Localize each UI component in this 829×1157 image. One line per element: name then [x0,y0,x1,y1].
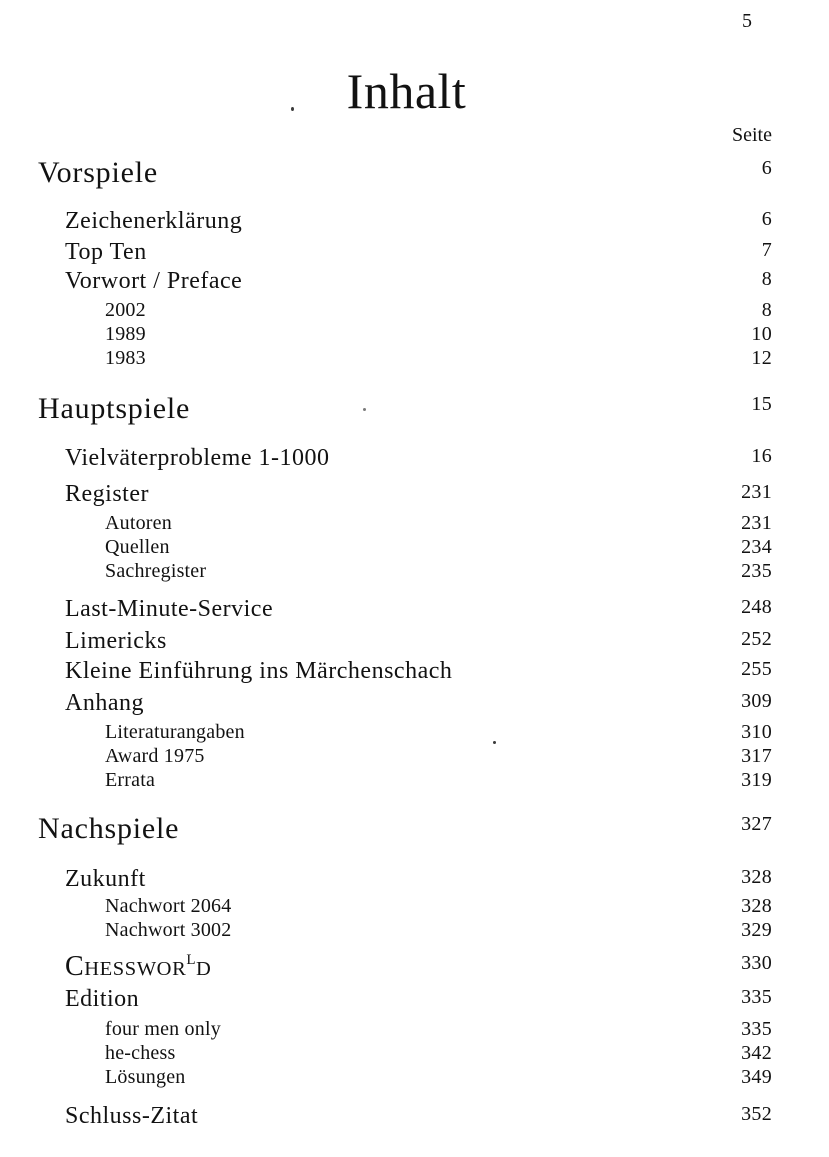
toc-entry-page: 8 [761,299,772,321]
toc-entry-label: Nachwort 3002 [105,919,232,941]
page-folio-number: 5 [742,10,752,32]
toc-entry-label: Vorspiele [38,156,158,189]
toc-entry-label: 1989 [105,323,146,345]
toc-entry-label: 1983 [105,347,146,369]
toc-entry-page: 328 [741,866,772,888]
toc-entry-page: 342 [741,1042,772,1064]
toc-entry-label: Zeichenerklärung [65,208,243,234]
toc-entry-page: 16 [751,445,772,467]
toc-entry-page: 310 [741,721,772,743]
toc-entry-page: 231 [741,512,772,534]
toc-row-vorspiele [38,158,772,188]
toc-row-edition [65,987,772,1011]
toc-entry-label: 2002 [105,299,146,321]
toc-row-nachwort-3002 [105,920,772,940]
toc-entry-label: Zukunft [65,866,146,892]
toc-entry-label: Vielväterprobleme 1-1000 [65,445,330,471]
toc-row-sachregister [105,561,772,581]
toc-entry-page: 15 [751,393,772,415]
toc-entry-label: Top Ten [65,239,147,265]
toc-row-hauptspiele [38,394,772,424]
toc-entry-label: Limericks [65,628,167,654]
toc-row-chessworld [65,953,772,981]
toc-entry-page: 6 [761,208,772,230]
toc-entry-page: 319 [741,769,772,791]
toc-entry-page: 349 [741,1066,772,1088]
toc-entry-page: 327 [741,813,772,835]
toc-row-limericks [65,629,772,653]
toc-entry-page: 6 [761,157,772,179]
toc-entry-label: Nachwort 2064 [105,895,232,917]
toc-row-literaturangaben [105,722,772,742]
toc-row-vorwort-preface [65,269,772,293]
toc-entry-label: Kleine Einführung ins Märchenschach [65,658,453,684]
toc-entry-page: 7 [761,239,772,261]
toc-entry-label: Autoren [105,512,172,534]
toc-entry-page: 8 [761,268,772,290]
toc-row-register [65,482,772,506]
toc-entry-page: 317 [741,745,772,767]
toc-entry-page: 234 [741,536,772,558]
toc-entry-page: 255 [741,658,772,680]
toc-entry-page: 12 [751,347,772,369]
toc-entry-label: Errata [105,769,156,791]
toc-entry-page: 235 [741,560,772,582]
toc-entry-label: Literaturangaben [105,721,245,743]
toc-row-award-1975 [105,746,772,766]
toc-entry-page: 335 [741,1018,772,1040]
toc-entry-page: 330 [741,952,772,974]
chessworld-initial: C [65,951,85,982]
page-column-header: Seite [732,124,772,146]
chessworld-smallcaps: HESSWOR [84,958,187,980]
scan-speck [291,107,294,111]
toc-entry-label: Sachregister [105,560,207,582]
toc-row-four-men-only [105,1019,772,1039]
toc-entry-label: Schluss-Zitat [65,1103,199,1129]
toc-row-loesungen [105,1067,772,1087]
toc-row-zukunft [65,867,772,891]
page-title: Inhalt [346,63,467,119]
toc-row-vorwort-1983 [105,348,772,368]
toc-row-quellen [105,537,772,557]
toc-row-kleine-einfuehrung [65,659,772,683]
toc-entry-page: 309 [741,690,772,712]
toc-entry-label: Edition [65,986,140,1012]
toc-row-vorwort-1989 [105,324,772,344]
toc-row-nachspiele [38,814,772,844]
toc-entry-page: 335 [741,986,772,1008]
toc-entry-label: Anhang [65,690,144,716]
toc-row-errata [105,770,772,790]
toc-entry-page: 231 [741,481,772,503]
toc-row-schluss-zitat [65,1104,772,1128]
toc-entry-label: four men only [105,1018,221,1040]
chessworld-superscript-l: L [186,952,197,968]
toc-row-last-minute-service [65,597,772,621]
toc-row-autoren [105,513,772,533]
toc-entry-page: 328 [741,895,772,917]
toc-row-zeichenerklaerung [65,209,772,233]
toc-entry-label: Lösungen [105,1066,186,1088]
toc-row-anhang [65,691,772,715]
toc-entry-label: Vorwort / Preface [65,268,243,294]
toc-entry-page: 352 [741,1103,772,1125]
toc-entry-label: Last-Minute-Service [65,596,274,622]
toc-row-vorwort-2002 [105,300,772,320]
toc-entry-label: Award 1975 [105,745,205,767]
toc-entry-page: 329 [741,919,772,941]
toc-entry-label: Register [65,481,149,507]
toc-row-nachwort-2064 [105,896,772,916]
chessworld-final-d: D [196,958,212,980]
toc-entry-label: he-chess [105,1042,176,1064]
toc-entry-page: 10 [751,323,772,345]
toc-entry-label: Quellen [105,536,170,558]
toc-entry-label [65,953,223,981]
toc-row-top-ten [65,240,772,264]
toc-row-vielvaeterprobleme [65,446,772,470]
toc-entry-page: 248 [741,596,772,618]
toc-entry-label: Nachspiele [38,812,180,845]
toc-entry-label: Hauptspiele [38,392,191,425]
toc-entry-page: 252 [741,628,772,650]
toc-row-he-chess [105,1043,772,1063]
